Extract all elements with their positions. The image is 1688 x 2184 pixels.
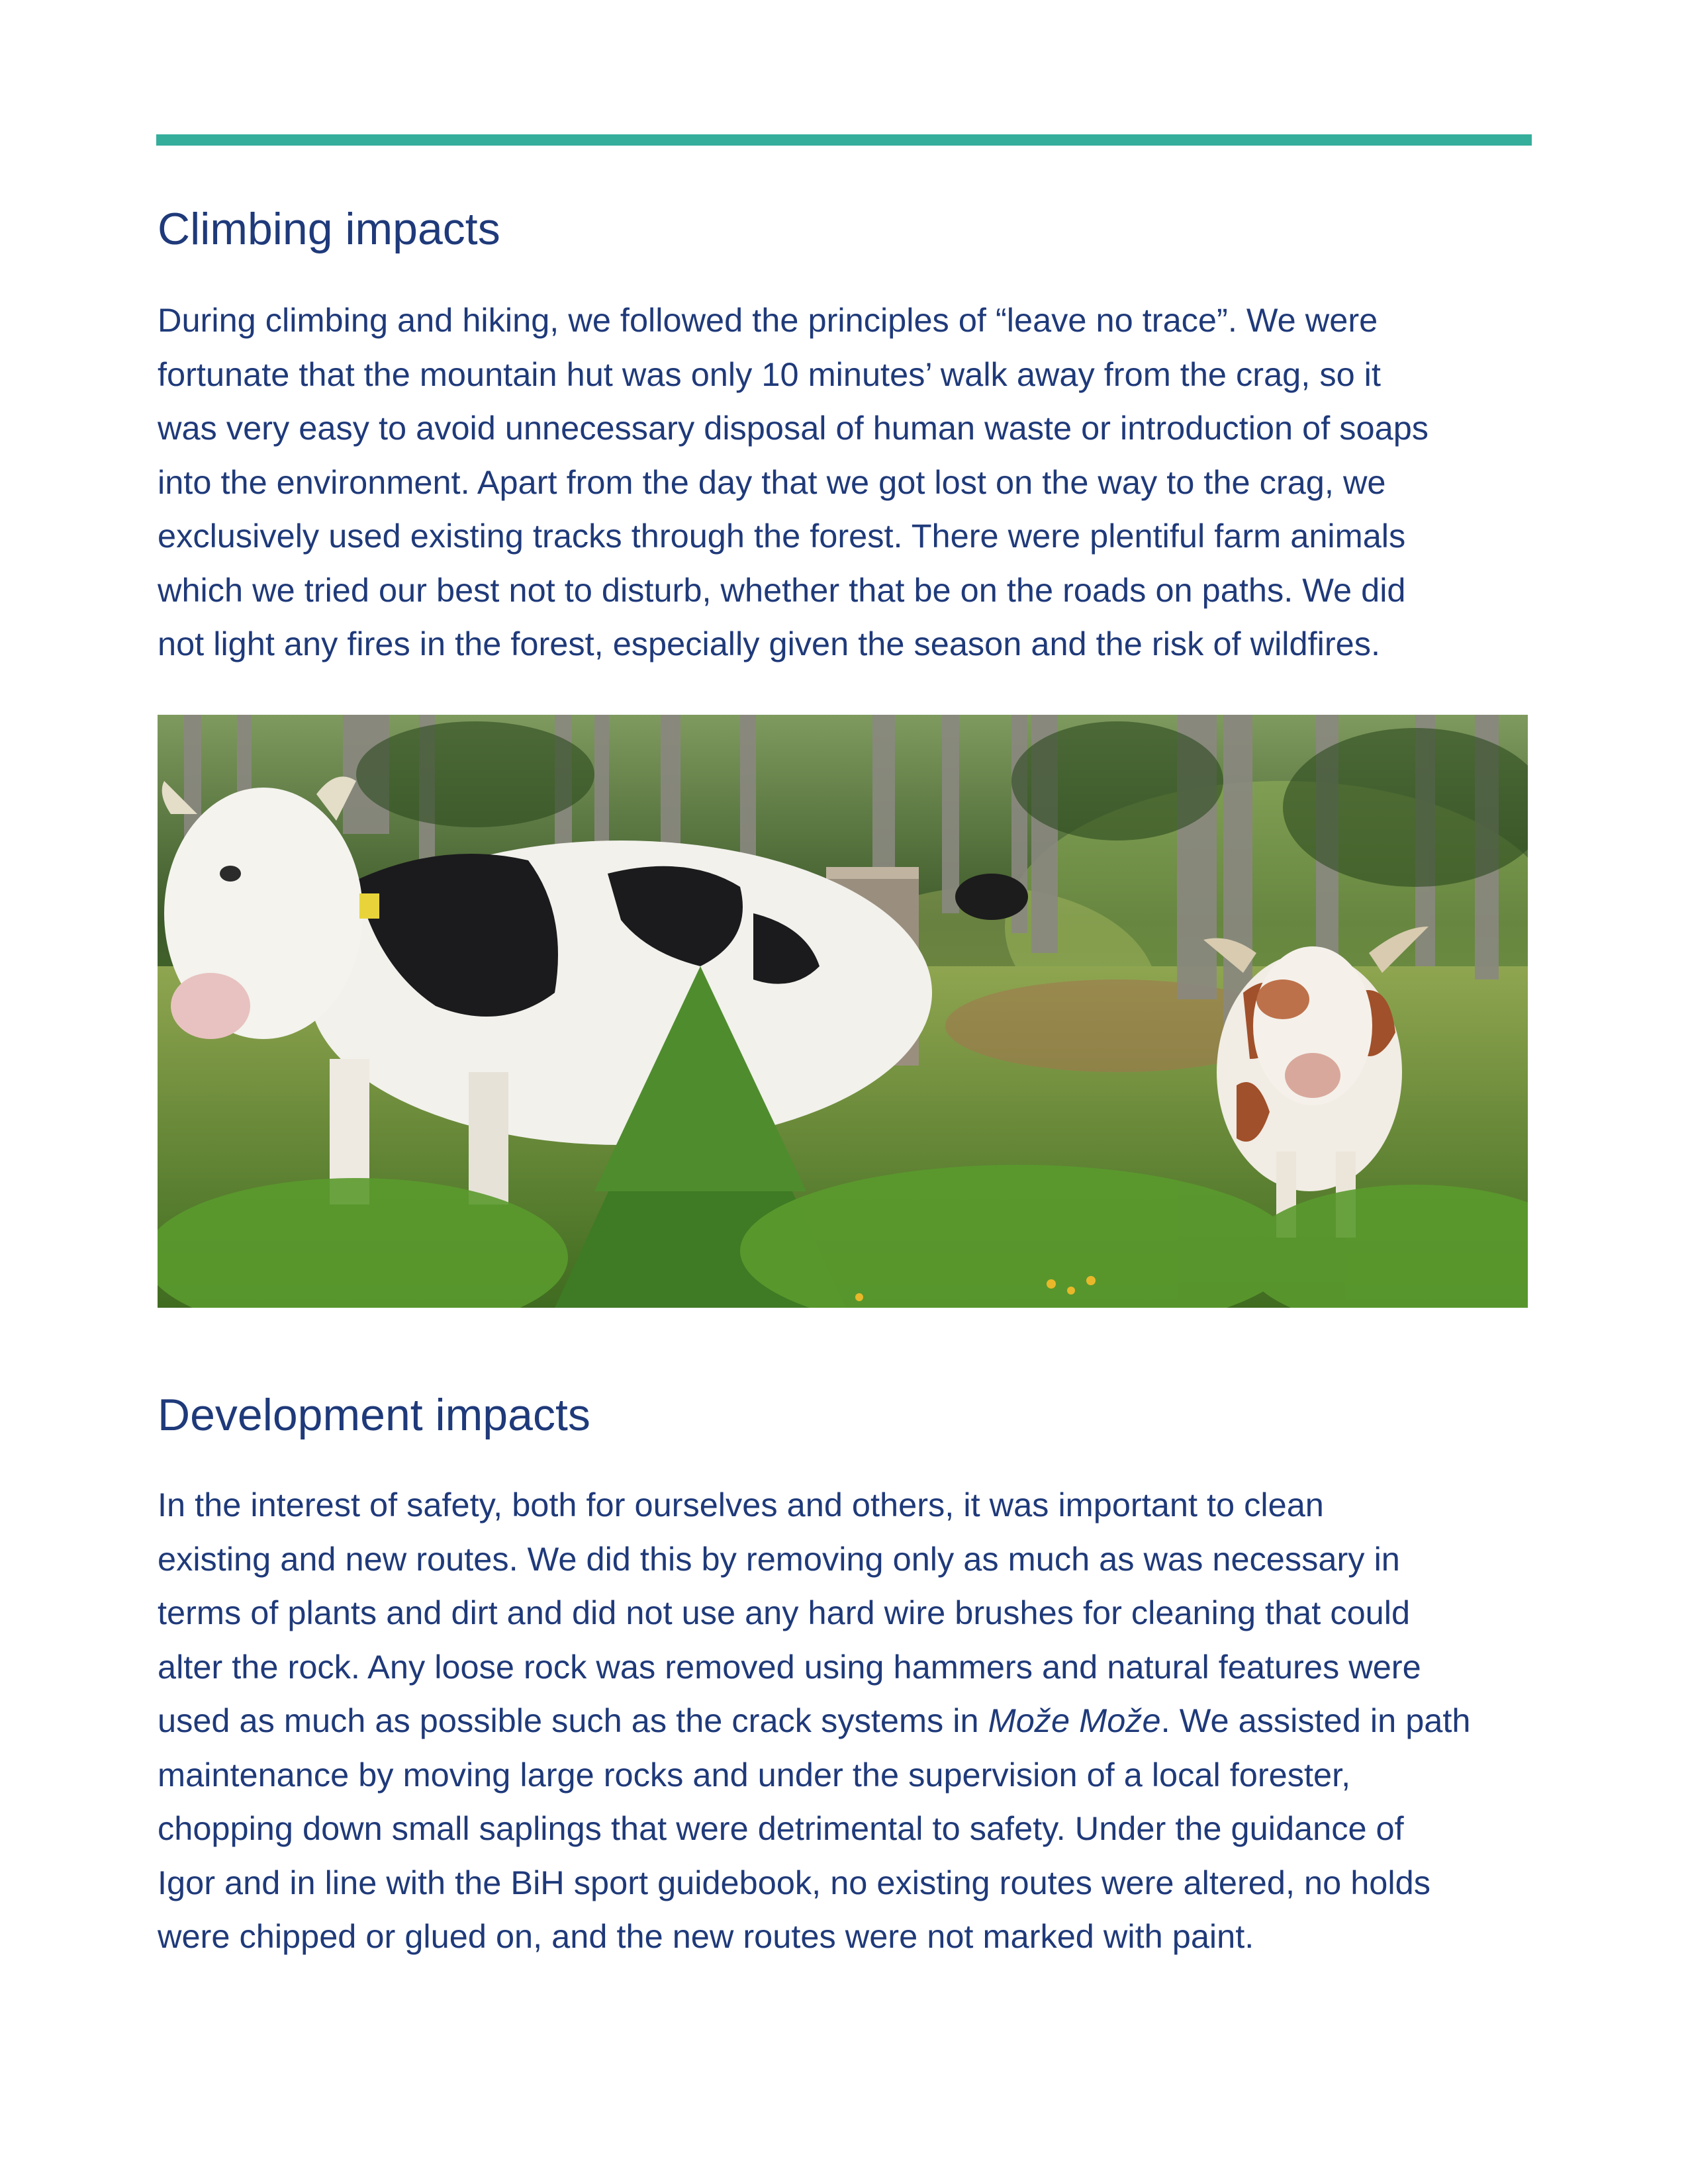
text-line: which we tried our best not to disturb, whether that be on the roads on paths. We did [158, 570, 1406, 609]
text-line: not light any fires in the forest, especially given the season and the risk of wildfires. [158, 625, 1381, 662]
text-line: exclusively used existing tracks through the forest. There were plentiful farm animals [158, 517, 1406, 555]
paragraph-climbing-impacts [158, 293, 1541, 671]
text-line: fortunate that the mountain hut was only 10 minutes’ walk away from the crag, so it [158, 355, 1381, 393]
text-line: into the environment. Apart from the day that we got lost on the way to the crag, we [158, 463, 1386, 501]
text-line: existing and new routes. We did this by removing only as much as was necessary in [158, 1539, 1400, 1578]
text-line: chopping down small saplings that were detrimental to safety. Under the guidance of [158, 1809, 1404, 1847]
heading-development-impacts: Development impacts [158, 1390, 590, 1440]
text-line-with-route-name [158, 1694, 1541, 1748]
text-line: was very easy to avoid unnecessary disposal of human waste or introduction of soaps [158, 409, 1429, 447]
text-line: maintenance by moving large rocks and under the supervision of a local forester, [158, 1755, 1351, 1794]
text-line: terms of plants and dirt and did not use any hard wire brushes for cleaning that could [158, 1594, 1411, 1631]
text-fragment: . We assisted in path [1160, 1702, 1471, 1739]
text-line: alter the rock. Any loose rock was removed using hammers and natural features were [158, 1647, 1421, 1686]
paragraph-development-impacts [158, 1478, 1541, 1964]
forest-cows-photo [158, 715, 1528, 1308]
route-name-italic: Može Može [988, 1702, 1161, 1739]
text-line: Igor and in line with the BiH sport guidebook, no existing routes were altered, no holds [158, 1863, 1430, 1901]
text-fragment: used as much as possible such as the crack systems in [158, 1702, 988, 1739]
top-accent-rule [156, 134, 1532, 146]
text-line: During climbing and hiking, we followed the principles of “leave no trace”. We were [158, 301, 1378, 339]
text-line: were chipped or glued on, and the new routes were not marked with paint. [158, 1917, 1254, 1955]
heading-climbing-impacts: Climbing impacts [158, 204, 500, 254]
text-line: In the interest of safety, both for ourselves and others, it was important to clean [158, 1486, 1324, 1524]
